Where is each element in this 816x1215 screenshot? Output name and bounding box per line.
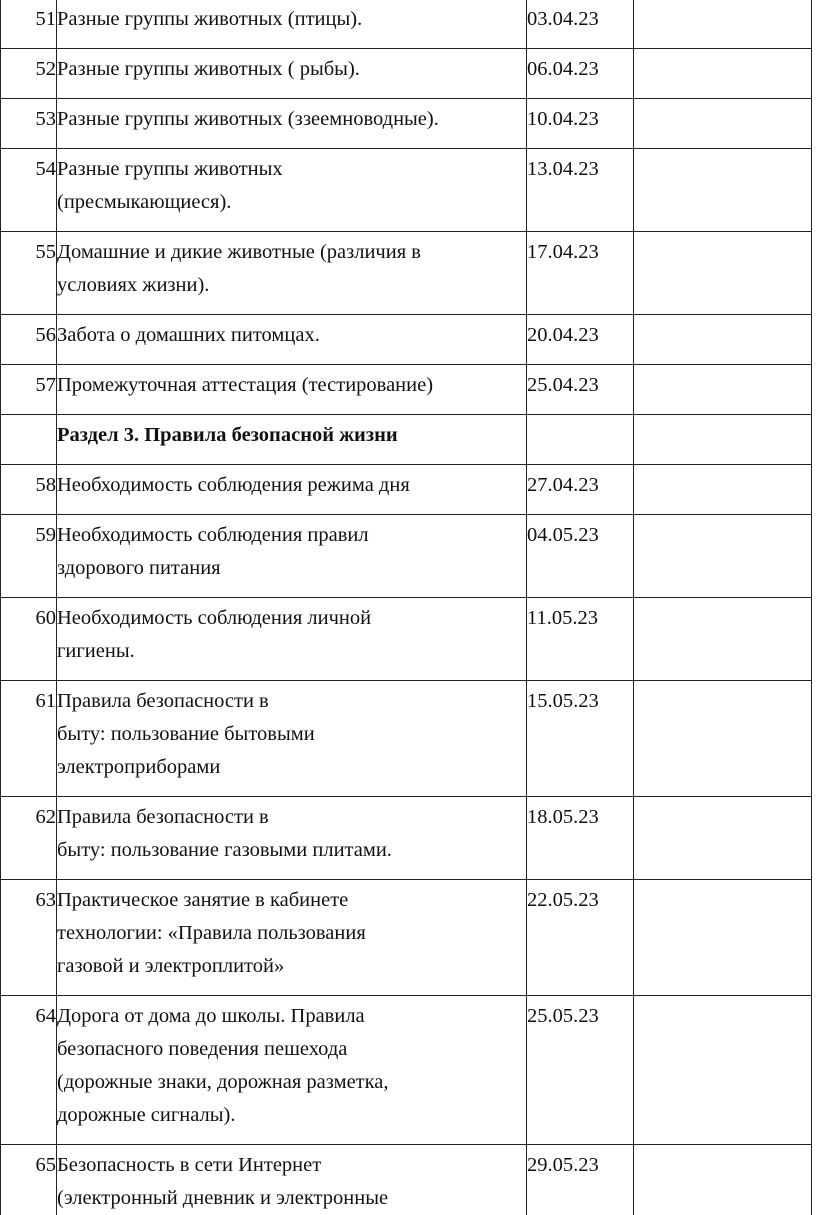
row-number: 61 [1, 681, 57, 797]
lesson-date: 13.04.23 [527, 149, 634, 232]
lesson-date: 15.05.23 [527, 681, 634, 797]
table-row [1, 49, 812, 99]
table-row [1, 681, 812, 797]
topic-line: дорожные сигналы). [57, 1104, 236, 1126]
row-number: 62 [1, 797, 57, 880]
topic-line: Промежуточная аттестация (тестирование) [57, 374, 434, 396]
lesson-date: 22.05.23 [527, 880, 634, 996]
table-row [1, 99, 812, 149]
topic-line: условиях жизни). [57, 274, 210, 296]
topic-line: технологии: «Правила пользования [57, 922, 366, 944]
notes-cell [634, 515, 812, 598]
notes-cell [634, 49, 812, 99]
table-row [1, 598, 812, 681]
lesson-date: 03.04.23 [527, 0, 634, 49]
table-row [1, 315, 812, 365]
topic-line: Разные группы животных [57, 158, 283, 180]
lesson-date: 10.04.23 [527, 99, 634, 149]
row-number: 57 [1, 365, 57, 415]
topic-line: Разные группы животных (птицы). [57, 8, 363, 30]
lesson-topic [57, 465, 527, 515]
table-row [1, 996, 812, 1145]
notes-cell [634, 996, 812, 1145]
notes-cell [634, 681, 812, 797]
row-number: 54 [1, 149, 57, 232]
lesson-date: 18.05.23 [527, 797, 634, 880]
row-number: 58 [1, 465, 57, 515]
topic-line: быту: пользование бытовыми [57, 723, 315, 745]
topic-line: Практическое занятие в кабинете [57, 889, 349, 911]
table-row [1, 797, 812, 880]
topic-line: (электронный дневник и электронные [57, 1187, 389, 1209]
topic-line: Забота о домашних питомцах. [57, 324, 320, 346]
lesson-topic [57, 149, 527, 232]
lesson-topic [57, 681, 527, 797]
topic-line: Разные группы животных (ззеемноводные). [57, 108, 439, 130]
row-number: 63 [1, 880, 57, 996]
topic-line: Необходимость соблюдения личной [57, 607, 372, 629]
row-number: 53 [1, 99, 57, 149]
lesson-topic [57, 598, 527, 681]
lesson-plan-body [1, 0, 812, 1215]
notes-cell [634, 880, 812, 996]
topic-line: электроприборами [57, 756, 221, 778]
topic-line: газовой и электроплитой» [57, 955, 285, 977]
notes-cell [634, 598, 812, 681]
lesson-topic [57, 1145, 527, 1215]
table-row [1, 232, 812, 315]
row-number: 60 [1, 598, 57, 681]
table-row [1, 1145, 812, 1215]
lesson-date: 11.05.23 [527, 598, 634, 681]
lesson-date: 04.05.23 [527, 515, 634, 598]
table-row [1, 465, 812, 515]
table-row [1, 880, 812, 996]
notes-cell [634, 232, 812, 315]
lesson-topic [57, 996, 527, 1145]
lesson-topic [57, 99, 527, 149]
lesson-topic [57, 232, 527, 315]
lesson-topic [57, 315, 527, 365]
notes-cell [634, 0, 812, 49]
topic-line: Разные группы животных ( рыбы). [57, 58, 360, 80]
topic-line: (дорожные знаки, дорожная разметка, [57, 1071, 389, 1093]
topic-line: Правила безопасности в [57, 690, 269, 712]
row-number: 56 [1, 315, 57, 365]
row-number: 59 [1, 515, 57, 598]
table-row [1, 515, 812, 598]
row-number: 55 [1, 232, 57, 315]
lesson-date: 06.04.23 [527, 49, 634, 99]
topic-line: Необходимость соблюдения режима дня [57, 474, 410, 496]
topic-line: Правила безопасности в [57, 806, 269, 828]
notes-cell [634, 465, 812, 515]
lesson-topic [57, 365, 527, 415]
topic-line: (пресмыкающиеся). [57, 191, 232, 213]
lesson-topic [57, 880, 527, 996]
section-header-row [1, 415, 812, 465]
lesson-date: 25.04.23 [527, 365, 634, 415]
lesson-date: 25.05.23 [527, 996, 634, 1145]
table-row [1, 149, 812, 232]
row-number: 65 [1, 1145, 57, 1215]
notes-cell [634, 415, 812, 465]
lesson-topic [57, 49, 527, 99]
notes-cell [634, 149, 812, 232]
date-cell [527, 415, 634, 465]
lesson-date: 17.04.23 [527, 232, 634, 315]
lesson-topic [57, 515, 527, 598]
notes-cell [634, 1145, 812, 1215]
topic-line: Домашние и дикие животные (различия в [57, 241, 421, 263]
lesson-date: 29.05.23 [527, 1145, 634, 1215]
lesson-date: 20.04.23 [527, 315, 634, 365]
section-title: Раздел 3. Правила безопасной жизни [57, 415, 527, 465]
topic-line: безопасного поведения пешехода [57, 1038, 348, 1060]
notes-cell [634, 99, 812, 149]
table-row [1, 0, 812, 49]
lesson-topic [57, 797, 527, 880]
row-number: 52 [1, 49, 57, 99]
row-number: 64 [1, 996, 57, 1145]
topic-line: здорового питания [57, 557, 221, 579]
topic-line: быту: пользование газовыми плитами. [57, 839, 392, 861]
lesson-topic [57, 0, 527, 49]
notes-cell [634, 365, 812, 415]
topic-line: Дорога от дома до школы. Правила [57, 1005, 365, 1027]
row-number: 51 [1, 0, 57, 49]
table-row [1, 365, 812, 415]
topic-line: Необходимость соблюдения правил [57, 524, 369, 546]
lesson-date: 27.04.23 [527, 465, 634, 515]
topic-line: Безопасность в сети Интернет [57, 1154, 322, 1176]
row-number-cell [1, 415, 57, 465]
notes-cell [634, 315, 812, 365]
notes-cell [634, 797, 812, 880]
topic-line: гигиены. [57, 640, 135, 662]
